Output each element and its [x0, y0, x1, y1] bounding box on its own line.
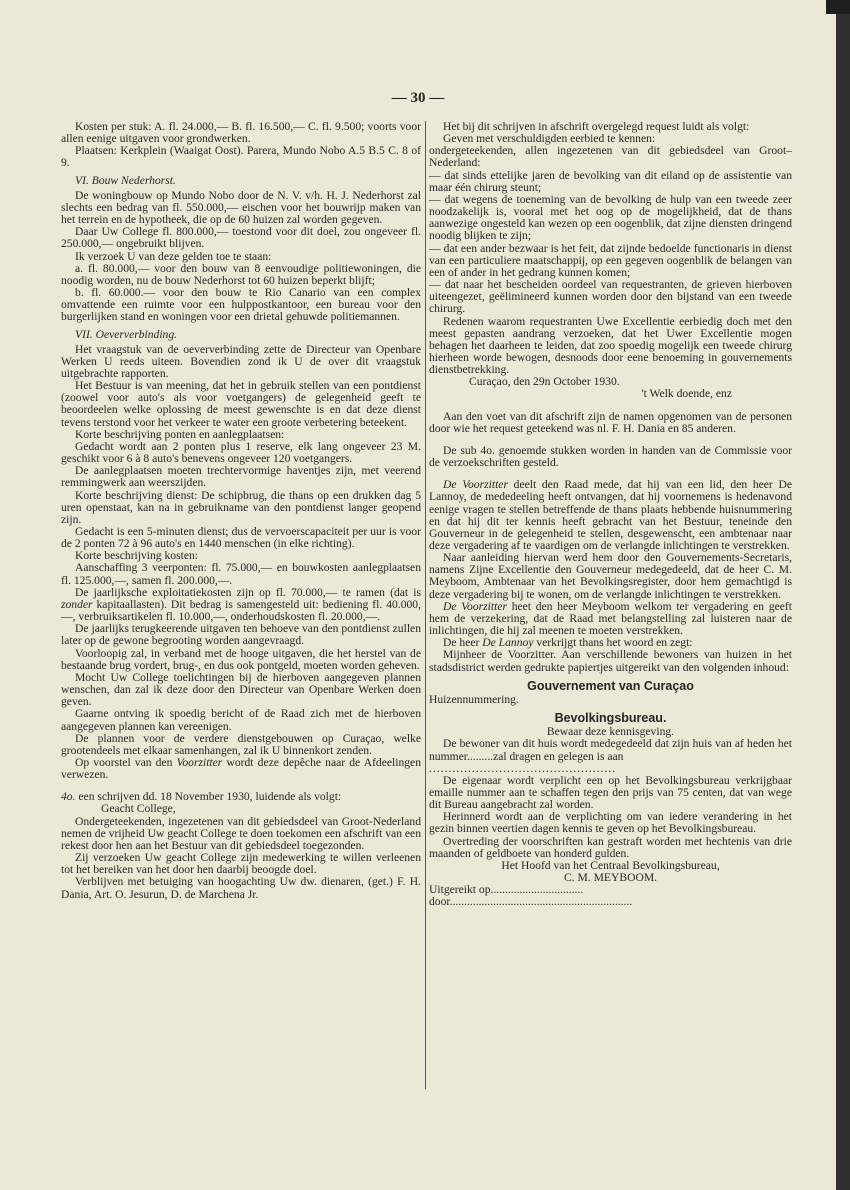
- issued-by-line: door...............................................................: [429, 895, 633, 909]
- paragraph: De jaarlijks terugkeerende uitgaven ten behoeve van den pontdienst zullen later op de gewone begrooting worden aangevraagd.: [61, 622, 421, 648]
- notice-subject: Huizennummering.: [429, 692, 519, 706]
- signature-name: C. M. MEYBOOM.: [563, 871, 658, 885]
- paragraph: [61, 757, 421, 781]
- list-item-a: a. fl. 80.000,— voor den bouw van 8 eenvoudige politiewoningen, die noodig worden, nu de bouw Nederhorst tot 60 huizen beperkt blijft;: [61, 261, 421, 287]
- right-column: [429, 121, 792, 909]
- paragraph: Herinnerd wordt aan de verplichting om van iedere verandering in het gezin binnen veertien dagen kennis te geven op het Bevolkingsbureau.: [429, 810, 792, 836]
- paragraph: Daar Uw College fl. 800.000,— toestond voor dit doel, zou ongeveer fl. 250.000,— ongebruikt blijven.: [61, 225, 421, 251]
- paragraph: Aanschaffing 3 veerponten: fl. 75.000,— en bouwkosten aanlegplaatsen fl. 125.000,—, samen fl. 200.000,—.: [61, 561, 421, 587]
- emphasis: De Voorzitter: [443, 478, 508, 492]
- issued-on-line: Uitgereikt op................................: [429, 883, 584, 897]
- paragraph: Mocht Uw College toelichtingen bij de hierboven aangegeven plannen wenschen, dan zal ik deze door den Directeur van Openbare Werken doen geven.: [61, 670, 421, 709]
- text-run: heet den heer Meyboom welkom ter vergadering en geeft hem de verzekering, dat de Raad met belangstelling zal luisteren naar de inlichtingen, die hij zal meenen te moeten verstrekken.: [429, 599, 793, 638]
- paragraph: Aan den voet van dit afschrift zijn de namen opgenomen van de personen door wie het request geteekend was nl. F. H. Dania en 85 anderen.: [429, 409, 792, 435]
- text-run: Op voorstel van den: [75, 755, 177, 769]
- paragraph: [429, 479, 792, 552]
- closing-line: 't Welk doende, enz: [641, 387, 732, 401]
- paragraph: Verblijven met betuiging van hoogachting Uw dw. dienaren, (get.) F. H. Dania, Art. O. Jesurun, D. de Marchena Jr.: [61, 875, 421, 901]
- paragraph: De bewoner van dit huis wordt medegedeeld dat zijn huis van af heden het nummer.........zal dragen en gelegen is aan: [429, 737, 792, 763]
- item-number: 4o.: [61, 790, 76, 804]
- paragraph: De sub 4o. genoemde stukken worden in handen van de Commissie voor de verzoekschriften gesteld.: [429, 443, 792, 470]
- request-point: — dat een ander bezwaar is het feit, dat zijnde bedoelde functionaris in dienst van een particuliere maatschappij, op een gegeven oogenblik de belangen van een of ander in het gedrang kunnen komen;: [429, 241, 792, 279]
- paragraph: De eigenaar wordt verplicht een op het Bevolkingsbureau verkrijgbaar emaille nummer aan te schaffen tegen den prijs van 75 centen, dat van wege dit Bureau aangebracht zal worden.: [429, 773, 792, 812]
- text-run: verkrijgt thans het woord en zegt:: [533, 636, 693, 650]
- paragraph: Overtreding der voorschriften kan gestraft worden met hechtenis van drie maanden of geldboete van honderd gulden.: [429, 834, 792, 860]
- paragraph: Het Bestuur is van meening, dat het in gebruik stellen van een pontdienst (zoowel voor auto's als voor voetgangers) de gelegenheid geeft te beoordeelen welke oplossing de meest gewenschte is en dat deze dienst tevens terstond voor het verkeer te water een groote verbetering beteekent.: [61, 379, 421, 429]
- kosten-paragraph: Kosten per stuk: A. fl. 24.000,— B. fl. 16.500,— C. fl. 9.500; voorts voor allen eenige uitgaven voor grondwerken.: [61, 120, 421, 146]
- dotted-line: ................................................: [429, 761, 617, 775]
- notice-instruction: Bewaar deze kennisgeving.: [546, 725, 675, 739]
- paragraph: Gedacht is een 5-minuten dienst; dus de vervoerscapaciteit per uur is voor de 2 ponten 72 à 96 auto's en 1440 menschen (in elke richting).: [61, 525, 421, 551]
- paragraph: ondergeteekenden, allen ingezetenen van dit gebiedsdeel van Groot–Nederland:: [429, 144, 792, 170]
- section-heading-vi: VI. Bouw Nederhorst.: [75, 173, 176, 187]
- paragraph: Het bij dit schrijven in afschrift overgelegd request luidt als volgt:: [443, 120, 750, 133]
- signature-line: Het Hoofd van het Centraal Bevolkingsbureau,: [501, 858, 720, 872]
- paragraph: Voorloopig zal, in verband met de hooge uitgaven, die het herstel van de bestaande brug vordert, brug-, en dus ook pontgeld, moeten worden geheven.: [61, 646, 421, 672]
- emphasis: zonder: [61, 597, 93, 611]
- date-line: Curaçao, den 29n October 1930.: [469, 375, 620, 389]
- list-item-b: b. fl. 60.000.— voor den bouw te Rio Canario van een complex omvattende een ruimte voor een hulppostkantoor, een bureau voor den burgerlijken stand en woningen voor een drietal gehuwde politiemannen.: [61, 286, 421, 324]
- scan-corner: [826, 0, 850, 14]
- paragraph: Redenen waarom requestranten Uwe Excellentie eerbiedig doch met den meest gepasten aandrang verzoeken, dat het Uwer Excellentie mogen behagen het daarheen te leiden, dat zoo spoedig mogelijk een tweede chirurg hierheen worde bewogen, desnoods door eene benoeming in gouvernements dienstbetrekking.: [429, 314, 792, 377]
- paragraph: Naar aanleiding hiervan werd hem door den Gouvernements-Secretaris, namens Zijne Excellentie den Gouverneur medegedeeld, dat de heer C. M. Meyboom, Ambtenaar van het Bevolkingsregister, door hem gemachtigd is deze vergadering bij te wonen, om de verlangde inlichtingen te verstrekken.: [429, 551, 792, 601]
- text-run: deelt den Raad mede, dat hij van een lid, den heer De Lannoy, de mededeeling heeft ontvangen, dat hij voornemens is hedenavond eenige vragen te stellen betreffende de thans plaats hebbende huisnummering en dat hij dit ter kennis heeft gebracht van het Bestuur, teneinde den Gouverneur in de gelegenheid te stellen, desgewenscht, een ambtenaar naar deze vergadering af te vaardigen om de verlangde inlichtingen te verstrekken.: [429, 478, 792, 552]
- request-point: — dat sinds ettelijke jaren de bevolking van dit eiland op de assistentie van maar één chirurg steunt;: [429, 168, 792, 194]
- emphasis: De Lannoy: [482, 636, 534, 650]
- section-heading-vii: VII. Oeververbinding.: [75, 327, 178, 341]
- page-number: — 30 —: [391, 90, 445, 106]
- paragraph: Korte beschrijving ponten en aanlegplaatsen:: [75, 427, 285, 441]
- paragraph: [429, 601, 792, 637]
- text-run: een schrijven dd. 18 November 1930, luidende als volgt:: [75, 790, 342, 804]
- plaatsen-paragraph: Plaatsen: Kerkplein (Waaigat Oost). Parera, Mundo Nobo A.5 B.5 C. 8 of 9.: [61, 144, 421, 170]
- left-column: [61, 121, 421, 901]
- paragraph: [61, 587, 421, 623]
- paragraph: Zij verzoeken Uw geacht College zijn medewerking te willen verleenen tot het bereiken van het door hen daarbij beoogde doel.: [61, 851, 421, 877]
- paragraph: Gaarne ontving ik spoedig bericht of de Raad zich met de hierboven aangegeven plannen kan vereenigen.: [61, 707, 421, 733]
- paragraph: Korte beschrijving kosten:: [75, 549, 198, 563]
- text-run: kapitaallasten). Dit bedrag is samengesteld uit: bediening fl. 40.000,—, verbruiksartikelen fl. 10.000,—, onderhoudskosten fl. 20.000,—.: [61, 597, 421, 624]
- notice-bureau-heading: Bevolkingsbureau.: [554, 711, 667, 726]
- paragraph: Ik verzoek U van deze gelden toe te staan:: [75, 249, 272, 263]
- request-point: — dat wegens de toeneming van de bevolking de hulp van een tweede zeer noodzakelijk is, vooral met het oog op de mogelijkheid, dat de thans aanwezige ongesteld kan wezen op een oogenblik, dat zijne diensten dringend noodig blijken te zijn;: [429, 192, 792, 243]
- paragraph: Geven met verschuldigden eerbied te kennen:: [443, 132, 656, 146]
- column-divider: [425, 121, 426, 1089]
- paragraph: Mijnheer de Voorzitter. Aan verschillende bewoners van huizen in het stadsdistrict werden gedrukte papiertjes uitgereikt van den volgenden inhoud:: [429, 648, 792, 674]
- text-run: wordt deze depêche naar de Afdeelingen verwezen.: [61, 755, 421, 782]
- emphasis: De Voorzitter: [443, 599, 507, 613]
- scan-edge: [836, 0, 850, 1190]
- paragraph: Het vraagstuk van de oeververbinding zette de Directeur van Openbare Werken U reeds uiteen. Bovendien zond ik U de over dit vraagstuk uitgebrachte rapporten.: [61, 342, 421, 380]
- paragraph: Korte beschrijving dienst: De schipbrug, die thans op een drukken dag 5 uren openstaat, kan na in gebruikname van den pontdienst langer geopend zijn.: [61, 488, 421, 526]
- paragraph: Ondergeteekenden, ingezetenen van dit gebiedsdeel van Groot-Nederland nemen de vrijheid Uw geacht College te doen toekomen een afschrift van een rekest door hen aan het Bestuur van dit gebiedsdeel toegezonden.: [61, 814, 421, 852]
- paragraph: De aanlegplaatsen moeten trechtervormige haventjes zijn, met veerend remmingwerk aan weerszijden.: [61, 464, 421, 490]
- emphasis: Voorzitter: [176, 755, 223, 769]
- text-run: De jaarlijksche exploitatiekosten zijn op fl. 70.000,— te ramen (dat is: [75, 585, 421, 599]
- notice-heading: Gouvernement van Curaçao: [527, 678, 694, 693]
- request-point: — dat naar het bescheiden oordeel van requestranten, de grieven hierboven uiteengezet, geëlimineerd kunnen worden door den bijstand van een tweede chirurg.: [429, 278, 792, 316]
- salutation: Geacht College,: [101, 802, 176, 816]
- paragraph: De woningbouw op Mundo Nobo door de N. V. v/h. H. J. Nederhorst zal slechts een bedrag van fl. 550.000,— eischen voor het bouwrijp maken van het terrein en de hypotheek, die op de 60 huizen zal worden gegeven.: [61, 188, 421, 227]
- text-run: De heer: [443, 636, 483, 650]
- paragraph: Gedacht wordt aan 2 ponten plus 1 reserve, elk lang ongeveer 23 M. geschikt voor 6 à 8 auto's benevens ongeveer 120 voetgangers.: [61, 439, 421, 466]
- paragraph: De plannen voor de verdere dienstgebouwen op Curaçao, welke grootendeels met elkaar samenhangen, zal ik U binnenkort zenden.: [61, 731, 421, 757]
